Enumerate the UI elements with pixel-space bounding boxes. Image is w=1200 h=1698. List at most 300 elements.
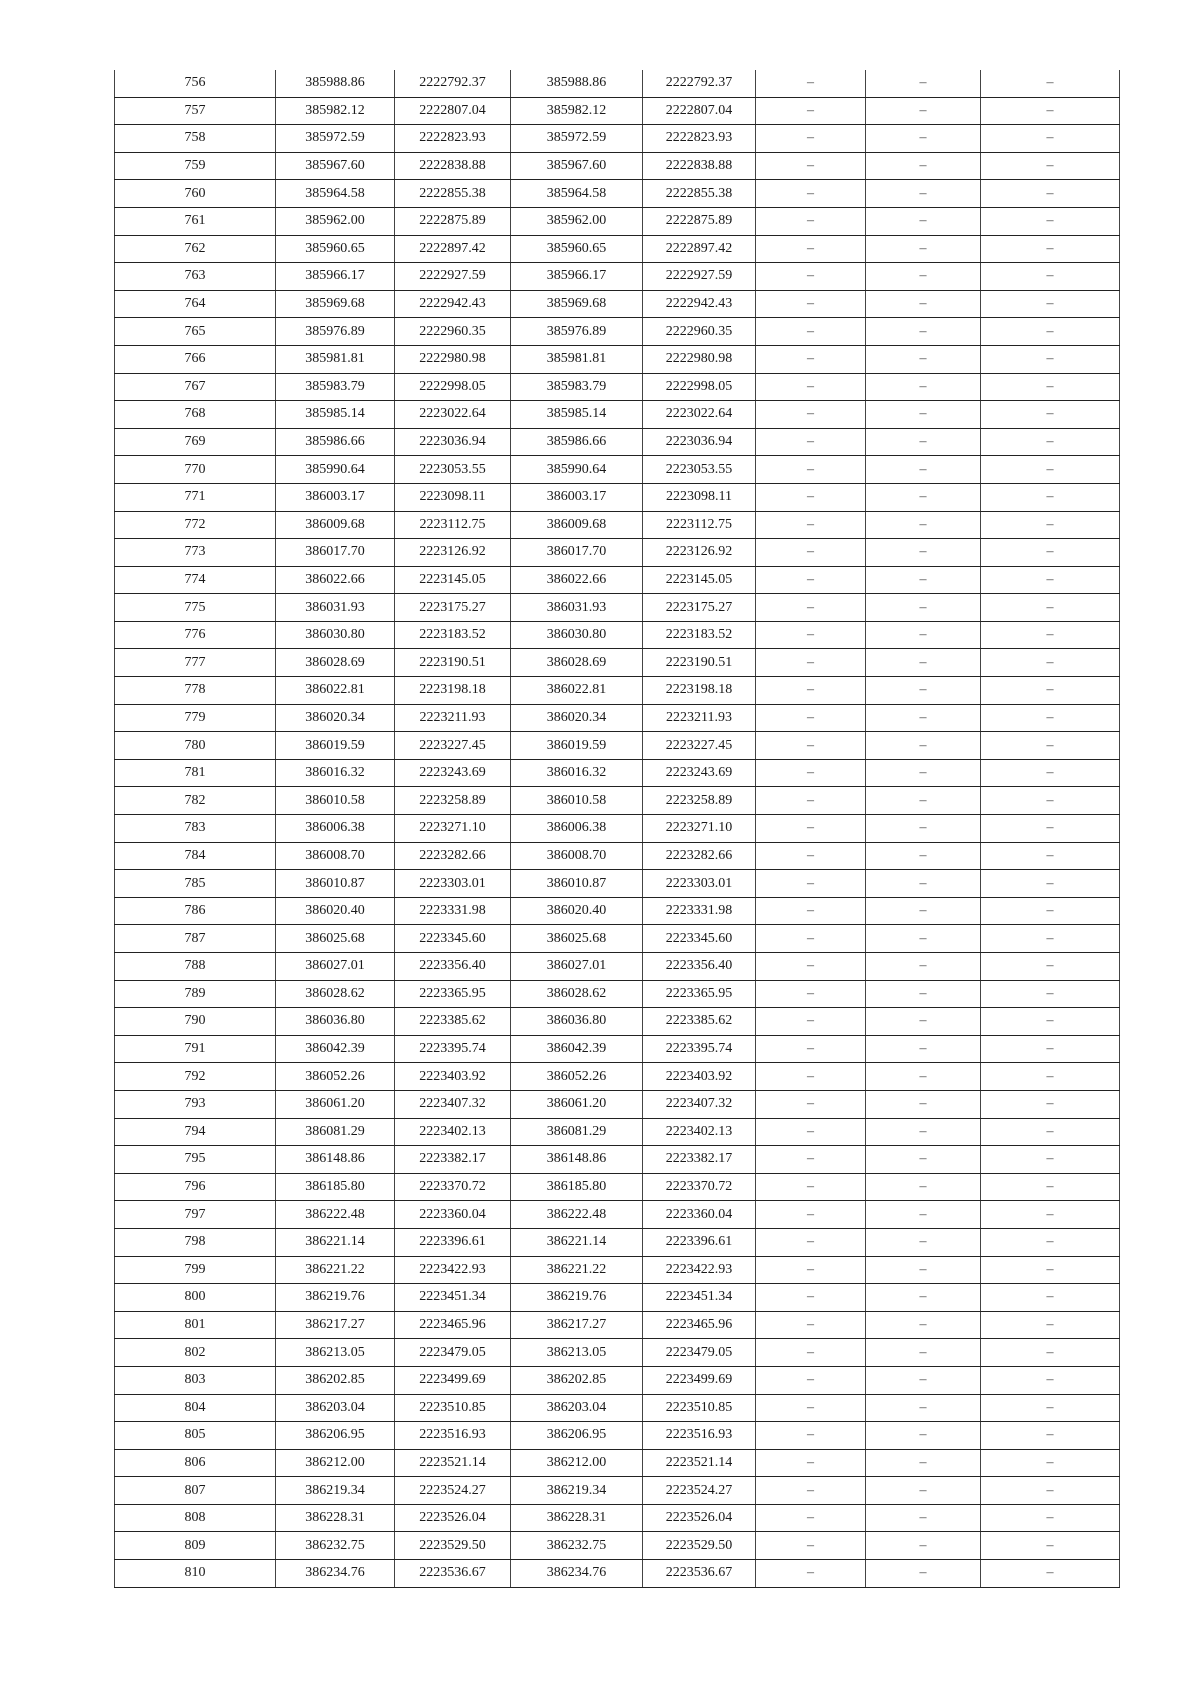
dash-cell-1: –	[756, 456, 866, 484]
point-number-cell: 770	[115, 456, 276, 484]
y-coordinate-2-cell: 2223451.34	[643, 1284, 756, 1312]
x-coordinate-2-cell: 385988.86	[511, 70, 643, 97]
dash-cell-1: –	[756, 483, 866, 511]
y-coordinate-2-cell: 2223422.93	[643, 1256, 756, 1284]
y-coordinate-cell: 2223395.74	[395, 1035, 511, 1063]
dash-cell-2: –	[866, 1008, 981, 1036]
point-number-cell: 773	[115, 539, 276, 567]
x-coordinate-cell: 386203.04	[276, 1394, 395, 1422]
table-row	[115, 180, 1120, 208]
x-coordinate-cell: 386217.27	[276, 1311, 395, 1339]
x-coordinate-cell: 386219.76	[276, 1284, 395, 1312]
dash-cell-3: –	[981, 1477, 1120, 1505]
y-coordinate-2-cell: 2222942.43	[643, 290, 756, 318]
y-coordinate-2-cell: 2222980.98	[643, 345, 756, 373]
dash-cell-3: –	[981, 1449, 1120, 1477]
dash-cell-2: –	[866, 318, 981, 346]
x-coordinate-cell: 386221.22	[276, 1256, 395, 1284]
dash-cell-1: –	[756, 152, 866, 180]
dash-cell-3: –	[981, 125, 1120, 153]
y-coordinate-2-cell: 2223499.69	[643, 1366, 756, 1394]
y-coordinate-cell: 2223526.04	[395, 1504, 511, 1532]
coordinate-table-body	[115, 70, 1120, 1587]
dash-cell-1: –	[756, 401, 866, 429]
table-row	[115, 70, 1120, 97]
y-coordinate-2-cell: 2222875.89	[643, 207, 756, 235]
y-coordinate-2-cell: 2223385.62	[643, 1008, 756, 1036]
dash-cell-3: –	[981, 870, 1120, 898]
point-number-cell: 795	[115, 1146, 276, 1174]
dash-cell-3: –	[981, 815, 1120, 843]
dash-cell-1: –	[756, 677, 866, 705]
dash-cell-1: –	[756, 1090, 866, 1118]
dash-cell-2: –	[866, 621, 981, 649]
dash-cell-2: –	[866, 263, 981, 291]
dash-cell-1: –	[756, 1339, 866, 1367]
dash-cell-1: –	[756, 318, 866, 346]
dash-cell-3: –	[981, 649, 1120, 677]
dash-cell-3: –	[981, 290, 1120, 318]
point-number-cell: 791	[115, 1035, 276, 1063]
dash-cell-2: –	[866, 456, 981, 484]
table-row	[115, 870, 1120, 898]
y-coordinate-cell: 2223465.96	[395, 1311, 511, 1339]
x-coordinate-2-cell: 386028.62	[511, 980, 643, 1008]
point-number-cell: 771	[115, 483, 276, 511]
x-coordinate-2-cell: 386010.87	[511, 870, 643, 898]
x-coordinate-2-cell: 386232.75	[511, 1532, 643, 1560]
x-coordinate-cell: 386022.81	[276, 677, 395, 705]
dash-cell-1: –	[756, 263, 866, 291]
dash-cell-2: –	[866, 1339, 981, 1367]
point-number-cell: 756	[115, 70, 276, 97]
x-coordinate-2-cell: 386025.68	[511, 925, 643, 953]
dash-cell-2: –	[866, 1063, 981, 1091]
y-coordinate-cell: 2223243.69	[395, 759, 511, 787]
x-coordinate-2-cell: 386221.22	[511, 1256, 643, 1284]
x-coordinate-cell: 386022.66	[276, 566, 395, 594]
y-coordinate-2-cell: 2222838.88	[643, 152, 756, 180]
coordinate-table	[114, 70, 1120, 1588]
table-row	[115, 373, 1120, 401]
table-row	[115, 483, 1120, 511]
table-row	[115, 1008, 1120, 1036]
dash-cell-1: –	[756, 621, 866, 649]
dash-cell-1: –	[756, 815, 866, 843]
dash-cell-2: –	[866, 897, 981, 925]
dash-cell-3: –	[981, 980, 1120, 1008]
x-coordinate-2-cell: 386022.66	[511, 566, 643, 594]
y-coordinate-cell: 2223112.75	[395, 511, 511, 539]
dash-cell-3: –	[981, 897, 1120, 925]
y-coordinate-cell: 2223451.34	[395, 1284, 511, 1312]
table-row	[115, 925, 1120, 953]
y-coordinate-2-cell: 2223271.10	[643, 815, 756, 843]
point-number-cell: 788	[115, 953, 276, 981]
dash-cell-3: –	[981, 345, 1120, 373]
point-number-cell: 797	[115, 1201, 276, 1229]
table-row	[115, 704, 1120, 732]
dash-cell-3: –	[981, 1173, 1120, 1201]
y-coordinate-cell: 2223382.17	[395, 1146, 511, 1174]
table-row	[115, 566, 1120, 594]
y-coordinate-cell: 2222792.37	[395, 70, 511, 97]
point-number-cell: 805	[115, 1422, 276, 1450]
dash-cell-2: –	[866, 677, 981, 705]
y-coordinate-2-cell: 2222855.38	[643, 180, 756, 208]
y-coordinate-2-cell: 2223516.93	[643, 1422, 756, 1450]
x-coordinate-cell: 386020.34	[276, 704, 395, 732]
dash-cell-1: –	[756, 1284, 866, 1312]
point-number-cell: 787	[115, 925, 276, 953]
point-number-cell: 769	[115, 428, 276, 456]
x-coordinate-2-cell: 385969.68	[511, 290, 643, 318]
dash-cell-3: –	[981, 1532, 1120, 1560]
point-number-cell: 767	[115, 373, 276, 401]
table-row	[115, 815, 1120, 843]
dash-cell-2: –	[866, 980, 981, 1008]
x-coordinate-cell: 385962.00	[276, 207, 395, 235]
table-row	[115, 290, 1120, 318]
x-coordinate-2-cell: 385972.59	[511, 125, 643, 153]
dash-cell-3: –	[981, 152, 1120, 180]
x-coordinate-cell: 385967.60	[276, 152, 395, 180]
table-row	[115, 428, 1120, 456]
dash-cell-3: –	[981, 401, 1120, 429]
point-number-cell: 758	[115, 125, 276, 153]
point-number-cell: 803	[115, 1366, 276, 1394]
y-coordinate-cell: 2223536.67	[395, 1560, 511, 1588]
y-coordinate-2-cell: 2223098.11	[643, 483, 756, 511]
dash-cell-1: –	[756, 1118, 866, 1146]
x-coordinate-2-cell: 386017.70	[511, 539, 643, 567]
x-coordinate-2-cell: 386217.27	[511, 1311, 643, 1339]
dash-cell-2: –	[866, 787, 981, 815]
x-coordinate-2-cell: 385966.17	[511, 263, 643, 291]
x-coordinate-2-cell: 386219.76	[511, 1284, 643, 1312]
dash-cell-1: –	[756, 180, 866, 208]
dash-cell-2: –	[866, 97, 981, 125]
dash-cell-1: –	[756, 1035, 866, 1063]
dash-cell-1: –	[756, 1311, 866, 1339]
dash-cell-1: –	[756, 97, 866, 125]
dash-cell-2: –	[866, 125, 981, 153]
dash-cell-2: –	[866, 870, 981, 898]
point-number-cell: 801	[115, 1311, 276, 1339]
dash-cell-1: –	[756, 759, 866, 787]
y-coordinate-cell: 2223098.11	[395, 483, 511, 511]
dash-cell-2: –	[866, 70, 981, 97]
x-coordinate-cell: 385982.12	[276, 97, 395, 125]
y-coordinate-2-cell: 2223360.04	[643, 1201, 756, 1229]
dash-cell-2: –	[866, 1449, 981, 1477]
point-number-cell: 768	[115, 401, 276, 429]
x-coordinate-2-cell: 386010.58	[511, 787, 643, 815]
y-coordinate-cell: 2223479.05	[395, 1339, 511, 1367]
y-coordinate-cell: 2222838.88	[395, 152, 511, 180]
y-coordinate-cell: 2223211.93	[395, 704, 511, 732]
y-coordinate-2-cell: 2222823.93	[643, 125, 756, 153]
x-coordinate-cell: 386028.62	[276, 980, 395, 1008]
y-coordinate-cell: 2223345.60	[395, 925, 511, 953]
dash-cell-3: –	[981, 97, 1120, 125]
x-coordinate-cell: 385988.86	[276, 70, 395, 97]
dash-cell-2: –	[866, 1256, 981, 1284]
point-number-cell: 808	[115, 1504, 276, 1532]
y-coordinate-2-cell: 2223396.61	[643, 1228, 756, 1256]
dash-cell-1: –	[756, 70, 866, 97]
dash-cell-3: –	[981, 1284, 1120, 1312]
dash-cell-3: –	[981, 1339, 1120, 1367]
dash-cell-2: –	[866, 704, 981, 732]
x-coordinate-cell: 386027.01	[276, 953, 395, 981]
dash-cell-2: –	[866, 1090, 981, 1118]
y-coordinate-cell: 2223303.01	[395, 870, 511, 898]
x-coordinate-2-cell: 386031.93	[511, 594, 643, 622]
dash-cell-2: –	[866, 1311, 981, 1339]
dash-cell-3: –	[981, 456, 1120, 484]
dash-cell-2: –	[866, 373, 981, 401]
table-row	[115, 1449, 1120, 1477]
table-row	[115, 1532, 1120, 1560]
x-coordinate-2-cell: 386228.31	[511, 1504, 643, 1532]
x-coordinate-cell: 386019.59	[276, 732, 395, 760]
dash-cell-1: –	[756, 1394, 866, 1422]
dash-cell-1: –	[756, 980, 866, 1008]
y-coordinate-cell: 2223396.61	[395, 1228, 511, 1256]
y-coordinate-2-cell: 2223175.27	[643, 594, 756, 622]
table-row	[115, 97, 1120, 125]
dash-cell-3: –	[981, 1560, 1120, 1588]
table-row	[115, 318, 1120, 346]
y-coordinate-cell: 2222942.43	[395, 290, 511, 318]
point-number-cell: 798	[115, 1228, 276, 1256]
y-coordinate-2-cell: 2223407.32	[643, 1090, 756, 1118]
x-coordinate-cell: 386206.95	[276, 1422, 395, 1450]
x-coordinate-cell: 385976.89	[276, 318, 395, 346]
x-coordinate-2-cell: 386212.00	[511, 1449, 643, 1477]
x-coordinate-2-cell: 386009.68	[511, 511, 643, 539]
dash-cell-3: –	[981, 511, 1120, 539]
y-coordinate-2-cell: 2223510.85	[643, 1394, 756, 1422]
point-number-cell: 777	[115, 649, 276, 677]
x-coordinate-cell: 386036.80	[276, 1008, 395, 1036]
dash-cell-3: –	[981, 1311, 1120, 1339]
dash-cell-2: –	[866, 428, 981, 456]
point-number-cell: 765	[115, 318, 276, 346]
dash-cell-3: –	[981, 180, 1120, 208]
dash-cell-3: –	[981, 70, 1120, 97]
y-coordinate-2-cell: 2223145.05	[643, 566, 756, 594]
y-coordinate-2-cell: 2223053.55	[643, 456, 756, 484]
point-number-cell: 789	[115, 980, 276, 1008]
y-coordinate-2-cell: 2223365.95	[643, 980, 756, 1008]
dash-cell-2: –	[866, 925, 981, 953]
x-coordinate-cell: 386061.20	[276, 1090, 395, 1118]
x-coordinate-2-cell: 385981.81	[511, 345, 643, 373]
y-coordinate-cell: 2222980.98	[395, 345, 511, 373]
y-coordinate-2-cell: 2223198.18	[643, 677, 756, 705]
dash-cell-2: –	[866, 953, 981, 981]
x-coordinate-cell: 386213.05	[276, 1339, 395, 1367]
point-number-cell: 807	[115, 1477, 276, 1505]
x-coordinate-2-cell: 386148.86	[511, 1146, 643, 1174]
x-coordinate-cell: 386232.75	[276, 1532, 395, 1560]
dash-cell-3: –	[981, 1090, 1120, 1118]
dash-cell-1: –	[756, 428, 866, 456]
x-coordinate-cell: 386202.85	[276, 1366, 395, 1394]
x-coordinate-cell: 386042.39	[276, 1035, 395, 1063]
x-coordinate-2-cell: 386213.05	[511, 1339, 643, 1367]
dash-cell-2: –	[866, 1201, 981, 1229]
table-row	[115, 1035, 1120, 1063]
dash-cell-3: –	[981, 704, 1120, 732]
y-coordinate-cell: 2222855.38	[395, 180, 511, 208]
dash-cell-1: –	[756, 1063, 866, 1091]
x-coordinate-2-cell: 386006.38	[511, 815, 643, 843]
y-coordinate-cell: 2222897.42	[395, 235, 511, 263]
y-coordinate-2-cell: 2223022.64	[643, 401, 756, 429]
x-coordinate-cell: 386016.32	[276, 759, 395, 787]
x-coordinate-2-cell: 385990.64	[511, 456, 643, 484]
x-coordinate-2-cell: 386020.40	[511, 897, 643, 925]
y-coordinate-cell: 2223529.50	[395, 1532, 511, 1560]
dash-cell-3: –	[981, 787, 1120, 815]
dash-cell-1: –	[756, 1201, 866, 1229]
x-coordinate-2-cell: 386019.59	[511, 732, 643, 760]
x-coordinate-cell: 385986.66	[276, 428, 395, 456]
dash-cell-2: –	[866, 1173, 981, 1201]
dash-cell-1: –	[756, 1256, 866, 1284]
dash-cell-1: –	[756, 1146, 866, 1174]
x-coordinate-cell: 386228.31	[276, 1504, 395, 1532]
dash-cell-2: –	[866, 1477, 981, 1505]
x-coordinate-2-cell: 386202.85	[511, 1366, 643, 1394]
x-coordinate-cell: 385990.64	[276, 456, 395, 484]
point-number-cell: 802	[115, 1339, 276, 1367]
table-row	[115, 125, 1120, 153]
x-coordinate-cell: 386010.87	[276, 870, 395, 898]
y-coordinate-2-cell: 2223282.66	[643, 842, 756, 870]
dash-cell-2: –	[866, 152, 981, 180]
y-coordinate-cell: 2223190.51	[395, 649, 511, 677]
y-coordinate-cell: 2223331.98	[395, 897, 511, 925]
dash-cell-2: –	[866, 1366, 981, 1394]
y-coordinate-2-cell: 2223331.98	[643, 897, 756, 925]
x-coordinate-cell: 385969.68	[276, 290, 395, 318]
y-coordinate-2-cell: 2223112.75	[643, 511, 756, 539]
y-coordinate-cell: 2222998.05	[395, 373, 511, 401]
table-row	[115, 1504, 1120, 1532]
table-row	[115, 1201, 1120, 1229]
dash-cell-3: –	[981, 1201, 1120, 1229]
dash-cell-1: –	[756, 566, 866, 594]
dash-cell-1: –	[756, 373, 866, 401]
dash-cell-3: –	[981, 235, 1120, 263]
point-number-cell: 786	[115, 897, 276, 925]
dash-cell-3: –	[981, 1146, 1120, 1174]
table-row	[115, 1311, 1120, 1339]
point-number-cell: 757	[115, 97, 276, 125]
x-coordinate-cell: 385960.65	[276, 235, 395, 263]
dash-cell-3: –	[981, 1063, 1120, 1091]
point-number-cell: 759	[115, 152, 276, 180]
dash-cell-2: –	[866, 1532, 981, 1560]
table-row	[115, 732, 1120, 760]
dash-cell-3: –	[981, 373, 1120, 401]
x-coordinate-2-cell: 386008.70	[511, 842, 643, 870]
x-coordinate-2-cell: 386221.14	[511, 1228, 643, 1256]
x-coordinate-cell: 386222.48	[276, 1201, 395, 1229]
x-coordinate-cell: 386234.76	[276, 1560, 395, 1588]
dash-cell-3: –	[981, 1422, 1120, 1450]
dash-cell-1: –	[756, 1008, 866, 1036]
y-coordinate-2-cell: 2223126.92	[643, 539, 756, 567]
y-coordinate-2-cell: 2223211.93	[643, 704, 756, 732]
dash-cell-1: –	[756, 953, 866, 981]
dash-cell-2: –	[866, 815, 981, 843]
x-coordinate-cell: 385981.81	[276, 345, 395, 373]
y-coordinate-2-cell: 2223529.50	[643, 1532, 756, 1560]
table-row	[115, 1394, 1120, 1422]
x-coordinate-cell: 386148.86	[276, 1146, 395, 1174]
y-coordinate-cell: 2223407.32	[395, 1090, 511, 1118]
point-number-cell: 774	[115, 566, 276, 594]
point-number-cell: 782	[115, 787, 276, 815]
y-coordinate-cell: 2223403.92	[395, 1063, 511, 1091]
y-coordinate-2-cell: 2223227.45	[643, 732, 756, 760]
point-number-cell: 799	[115, 1256, 276, 1284]
x-coordinate-2-cell: 386036.80	[511, 1008, 643, 1036]
dash-cell-1: –	[756, 235, 866, 263]
x-coordinate-cell: 386185.80	[276, 1173, 395, 1201]
x-coordinate-2-cell: 385960.65	[511, 235, 643, 263]
y-coordinate-cell: 2223258.89	[395, 787, 511, 815]
point-number-cell: 778	[115, 677, 276, 705]
dash-cell-1: –	[756, 539, 866, 567]
table-row	[115, 759, 1120, 787]
dash-cell-3: –	[981, 1366, 1120, 1394]
point-number-cell: 800	[115, 1284, 276, 1312]
dash-cell-2: –	[866, 235, 981, 263]
x-coordinate-2-cell: 386203.04	[511, 1394, 643, 1422]
x-coordinate-2-cell: 386061.20	[511, 1090, 643, 1118]
x-coordinate-2-cell: 386052.26	[511, 1063, 643, 1091]
y-coordinate-2-cell: 2223258.89	[643, 787, 756, 815]
y-coordinate-2-cell: 2223243.69	[643, 759, 756, 787]
x-coordinate-2-cell: 385982.12	[511, 97, 643, 125]
y-coordinate-cell: 2223227.45	[395, 732, 511, 760]
y-coordinate-2-cell: 2223382.17	[643, 1146, 756, 1174]
dash-cell-3: –	[981, 953, 1120, 981]
y-coordinate-cell: 2223365.95	[395, 980, 511, 1008]
x-coordinate-cell: 386020.40	[276, 897, 395, 925]
dash-cell-2: –	[866, 1394, 981, 1422]
point-number-cell: 784	[115, 842, 276, 870]
table-row	[115, 235, 1120, 263]
y-coordinate-cell: 2222823.93	[395, 125, 511, 153]
x-coordinate-2-cell: 386003.17	[511, 483, 643, 511]
x-coordinate-cell: 386003.17	[276, 483, 395, 511]
x-coordinate-2-cell: 386030.80	[511, 621, 643, 649]
x-coordinate-2-cell: 386234.76	[511, 1560, 643, 1588]
dash-cell-1: –	[756, 1422, 866, 1450]
table-row	[115, 511, 1120, 539]
dash-cell-2: –	[866, 1422, 981, 1450]
x-coordinate-cell: 386219.34	[276, 1477, 395, 1505]
dash-cell-2: –	[866, 1228, 981, 1256]
x-coordinate-cell: 386006.38	[276, 815, 395, 843]
